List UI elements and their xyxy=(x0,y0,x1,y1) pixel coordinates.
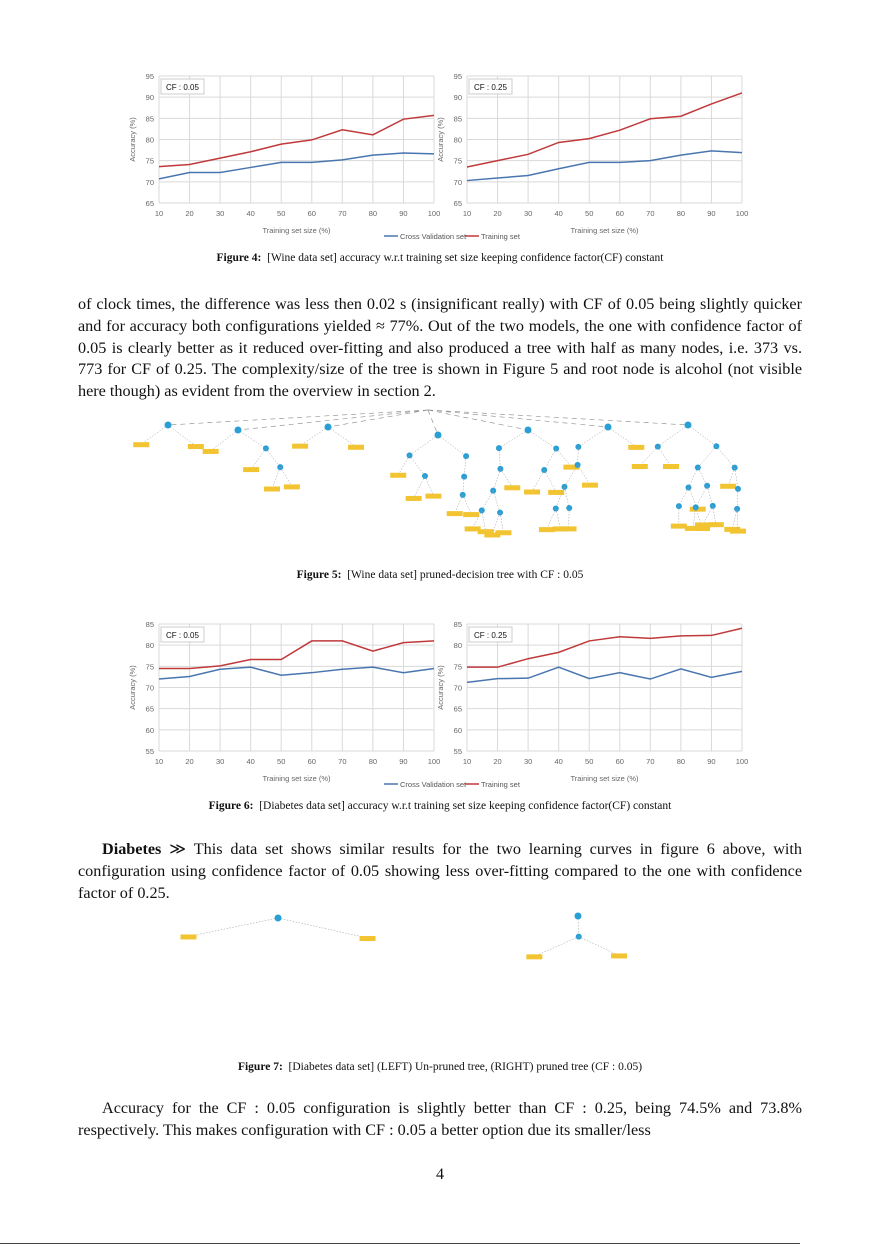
tree-root-node xyxy=(235,427,242,434)
x-tick-label: 90 xyxy=(707,757,716,766)
x-tick-label: 50 xyxy=(277,209,286,218)
x-tick-label: 60 xyxy=(307,757,316,766)
tree-leaf xyxy=(504,485,520,490)
tree-node xyxy=(497,510,503,516)
y-tick-label: 95 xyxy=(453,72,462,81)
tree-edge xyxy=(534,937,578,957)
tree-leaf xyxy=(632,464,648,469)
y-tick-label: 70 xyxy=(453,683,462,693)
y-tick-label: 65 xyxy=(145,704,154,714)
y-tick-label: 70 xyxy=(453,177,462,187)
tree-edge xyxy=(578,465,590,485)
tree-root-node xyxy=(685,422,692,429)
x-tick-label: 40 xyxy=(246,757,255,766)
x-tick-label: 30 xyxy=(523,757,533,766)
tree-edge xyxy=(278,918,368,938)
cf-annotation: CF : 0.05 xyxy=(166,631,199,640)
tree-edge xyxy=(428,410,438,435)
x-tick-label: 80 xyxy=(676,757,686,766)
tree-edge xyxy=(732,509,737,529)
tree-leaf xyxy=(526,954,542,959)
tree-edge xyxy=(428,410,608,427)
tree-edge xyxy=(266,448,280,467)
x-axis-label: Training set size (%) xyxy=(570,226,639,235)
y-tick-label: 65 xyxy=(453,199,462,208)
figure-label: Figure 7: xyxy=(237,1061,283,1073)
tree-edge xyxy=(188,918,278,936)
tree-leaf xyxy=(524,489,540,494)
tree-edge xyxy=(556,508,561,528)
tree-edge xyxy=(168,410,428,425)
tree-root-node xyxy=(325,424,332,431)
y-tick-label: 80 xyxy=(453,135,462,145)
paragraph-lead: Diabetes xyxy=(102,840,162,858)
y-tick-label: 80 xyxy=(145,641,154,651)
tree-edge xyxy=(464,456,466,477)
cross-validation-line xyxy=(467,667,742,682)
figure-label: Figure 5: xyxy=(296,569,342,581)
tree-root-node xyxy=(275,915,282,922)
x-tick-label: 30 xyxy=(523,209,533,218)
figure-5-caption xyxy=(0,569,880,581)
tree-node xyxy=(566,505,572,511)
tree-edge xyxy=(707,486,713,506)
y-tick-label: 75 xyxy=(145,662,154,672)
x-tick-label: 60 xyxy=(307,209,316,218)
x-tick-label: 40 xyxy=(554,209,563,218)
tree-edge xyxy=(482,491,493,511)
x-tick-label: 80 xyxy=(676,209,686,218)
y-tick-label: 85 xyxy=(145,114,154,124)
y-tick-label: 60 xyxy=(145,725,154,735)
x-tick-label: 100 xyxy=(735,757,749,766)
figure-7-caption xyxy=(0,1061,880,1073)
tree-edge xyxy=(410,455,425,476)
tree-edge xyxy=(300,427,328,446)
tree-edge xyxy=(608,427,636,447)
x-axis-label: Training set size (%) xyxy=(262,774,331,783)
tree-edge xyxy=(410,435,438,455)
y-tick-label: 90 xyxy=(453,93,462,103)
tree-edge xyxy=(463,495,471,514)
tree-edge xyxy=(141,425,168,444)
tree-node xyxy=(575,444,581,450)
tree-root-node xyxy=(435,432,442,439)
footer-rule xyxy=(0,1243,800,1244)
y-tick-label: 80 xyxy=(453,641,462,651)
tree-leaf xyxy=(264,487,280,492)
tree-leaf xyxy=(243,467,259,472)
paragraph-3: Accuracy for the CF : 0.05 configuration is slightly better than CF : 0.25, being 74.5% and 73.8% respectively. This makes configuration with CF : 0.05 a better option due its smaller/less xyxy=(78,1099,802,1139)
x-tick-label: 20 xyxy=(493,209,502,218)
tree-node xyxy=(704,483,710,489)
tree-edge xyxy=(556,448,571,466)
tree-leaf xyxy=(284,484,300,489)
legend-label-train: Training set xyxy=(481,232,520,241)
tree-leaf xyxy=(188,444,204,449)
y-tick-label: 55 xyxy=(453,747,462,756)
tree-leaf xyxy=(663,464,679,469)
tree-leaf xyxy=(203,449,219,454)
x-tick-label: 90 xyxy=(707,209,716,218)
tree-node xyxy=(263,445,269,451)
tree-edge xyxy=(280,467,292,486)
x-tick-label: 40 xyxy=(246,209,255,218)
x-tick-label: 30 xyxy=(215,209,225,218)
x-tick-label: 20 xyxy=(185,757,194,766)
x-tick-label: 100 xyxy=(427,757,441,766)
caption-text: [Diabetes data set] accuracy w.r.t training set size keeping confidence factor(CF) constant xyxy=(259,800,672,812)
x-tick-label: 60 xyxy=(615,209,624,218)
tree-edge xyxy=(528,430,556,448)
tree-leaf xyxy=(390,473,406,478)
figure-6-caption xyxy=(0,800,880,812)
tree-edge xyxy=(428,410,528,430)
tree-edge xyxy=(544,470,556,492)
tree-edge xyxy=(425,476,433,496)
tree-edge xyxy=(499,430,528,448)
tree-edge xyxy=(547,508,556,529)
x-tick-label: 10 xyxy=(154,757,164,766)
tree-node xyxy=(693,504,699,510)
tree-leaf xyxy=(360,936,376,941)
caption-text: [Diabetes data set] (LEFT) Un-pruned tree, (RIGHT) pruned tree (CF : 0.05) xyxy=(288,1061,643,1073)
tree-edge xyxy=(238,410,428,430)
page-number: 4 xyxy=(436,1166,444,1183)
y-tick-label: 85 xyxy=(453,620,462,629)
training-line xyxy=(159,115,434,166)
x-tick-label: 10 xyxy=(462,209,472,218)
y-axis-label: Accuracy (%) xyxy=(128,665,137,710)
x-tick-label: 80 xyxy=(368,757,378,766)
cf-annotation: CF : 0.25 xyxy=(474,83,507,92)
tree-leaf xyxy=(447,511,463,516)
tree-leaf xyxy=(348,445,364,450)
y-tick-label: 65 xyxy=(145,199,154,208)
x-tick-label: 20 xyxy=(185,209,194,218)
tree-edge xyxy=(579,937,619,956)
tree-edge xyxy=(272,467,280,488)
legend-label-train: Training set xyxy=(481,780,520,789)
tree-leaf xyxy=(406,496,422,501)
tree-leaf xyxy=(292,444,308,449)
x-tick-label: 100 xyxy=(735,209,749,218)
tree-node xyxy=(713,443,719,449)
x-tick-label: 80 xyxy=(368,209,378,218)
tree-edge xyxy=(696,486,707,508)
tree-edge xyxy=(414,476,425,498)
x-tick-label: 70 xyxy=(646,757,655,766)
tree-edge xyxy=(716,446,734,467)
y-tick-label: 85 xyxy=(453,114,462,124)
cf-annotation: CF : 0.25 xyxy=(474,631,507,640)
tree-root-node xyxy=(575,913,582,920)
paragraph-2 xyxy=(78,839,802,904)
x-tick-label: 10 xyxy=(154,209,164,218)
y-tick-label: 90 xyxy=(145,93,154,103)
x-tick-label: 50 xyxy=(277,757,286,766)
legend-label-cv: Cross Validation set xyxy=(400,232,467,241)
tree-leaf xyxy=(463,512,479,517)
tree-edge xyxy=(500,469,512,487)
tree-leaf xyxy=(425,494,441,499)
x-tick-label: 20 xyxy=(493,757,502,766)
tree-edge xyxy=(658,447,671,466)
tree-edge xyxy=(698,468,707,486)
tree-node xyxy=(479,507,485,513)
tree-edge xyxy=(688,425,716,446)
tree-node xyxy=(655,444,661,450)
training-line xyxy=(467,93,742,167)
tree-edge xyxy=(438,435,466,456)
x-axis-label: Training set size (%) xyxy=(262,226,331,235)
wine-chart-cf005 xyxy=(110,62,467,242)
x-tick-label: 10 xyxy=(462,757,472,766)
y-axis-label: Accuracy (%) xyxy=(128,117,137,162)
tree-edge xyxy=(679,488,689,507)
tree-edge xyxy=(398,455,409,474)
figure-4-caption xyxy=(0,252,880,264)
tree-edge xyxy=(251,448,266,469)
tree-edge xyxy=(493,469,500,491)
x-tick-label: 90 xyxy=(399,209,408,218)
tree-leaf xyxy=(582,483,598,488)
tree-root-node xyxy=(165,422,172,429)
x-tick-label: 70 xyxy=(338,757,347,766)
legend-label-cv: Cross Validation set xyxy=(400,780,467,789)
diabetes-pruned-tree-figure xyxy=(468,908,758,1058)
tree-leaf xyxy=(730,529,746,534)
y-tick-label: 85 xyxy=(145,620,154,629)
tree-edge xyxy=(328,410,428,427)
tree-edge xyxy=(168,425,196,446)
y-axis-label: Accuracy (%) xyxy=(436,665,445,710)
tree-edge xyxy=(493,491,500,513)
y-tick-label: 70 xyxy=(145,683,154,693)
tree-edge xyxy=(328,427,356,447)
much-greater-symbol: ≫ xyxy=(169,840,187,858)
tree-edge xyxy=(737,489,738,509)
tree-edge xyxy=(532,470,544,491)
tree-leaf xyxy=(611,953,627,958)
cross-validation-line xyxy=(159,667,434,679)
y-tick-label: 75 xyxy=(145,156,154,166)
tree-edge xyxy=(564,487,569,508)
tree-leaf xyxy=(495,530,511,535)
tree-leaf xyxy=(548,490,564,495)
diabetes-unpruned-tree-figure xyxy=(128,910,428,1060)
x-tick-label: 90 xyxy=(399,757,408,766)
y-tick-label: 95 xyxy=(145,72,154,81)
tree-edge xyxy=(698,446,717,467)
y-tick-label: 80 xyxy=(145,135,154,145)
paragraph-text: This data set shows similar results for the two learning curves in figure 6 above, with configuration using confidence factor of 0.05 showing less over-fitting compared to the one with confidence factor of 0.25. xyxy=(78,840,803,902)
x-tick-label: 50 xyxy=(585,209,594,218)
wine-decision-tree-figure xyxy=(128,405,758,555)
x-axis-label: Training set size (%) xyxy=(570,774,639,783)
diabetes-chart-cf005 xyxy=(110,610,467,790)
tree-edge xyxy=(544,448,556,470)
tree-leaf xyxy=(671,524,687,529)
cf-annotation: CF : 0.05 xyxy=(166,83,199,92)
tree-edge xyxy=(569,508,570,528)
tree-edge xyxy=(658,425,688,447)
x-tick-label: 60 xyxy=(615,757,624,766)
figure-label: Figure 6: xyxy=(208,800,254,812)
x-tick-label: 50 xyxy=(585,757,594,766)
tree-edge xyxy=(238,430,266,448)
tree-leaf xyxy=(180,934,196,939)
tree-leaf xyxy=(133,442,149,447)
tree-edge xyxy=(211,430,238,451)
y-tick-label: 55 xyxy=(145,747,154,756)
tree-edge xyxy=(578,427,608,447)
tree-root-node xyxy=(525,427,532,434)
x-tick-label: 70 xyxy=(646,209,655,218)
x-tick-label: 100 xyxy=(427,209,441,218)
tree-node xyxy=(732,465,738,471)
cross-validation-line xyxy=(159,153,434,179)
y-tick-label: 65 xyxy=(453,704,462,714)
caption-text: [Wine data set] accuracy w.r.t training set size keeping confidence factor(CF) constant xyxy=(267,252,664,264)
tree-root-node xyxy=(605,424,612,431)
tree-leaf xyxy=(628,445,644,450)
caption-text: [Wine data set] pruned-decision tree with CF : 0.05 xyxy=(347,569,584,581)
diabetes-chart-cf025 xyxy=(427,610,760,790)
y-tick-label: 60 xyxy=(453,725,462,735)
tree-edge xyxy=(499,448,500,469)
x-tick-label: 40 xyxy=(554,757,563,766)
wine-chart-cf025 xyxy=(427,62,760,242)
y-tick-label: 75 xyxy=(453,156,462,166)
tree-leaf xyxy=(561,526,577,531)
figure-label: Figure 4: xyxy=(216,252,262,264)
tree-leaf xyxy=(708,522,724,527)
y-tick-label: 70 xyxy=(145,177,154,187)
tree-leaf xyxy=(720,484,736,489)
cross-validation-line xyxy=(467,151,742,181)
paragraph-1: of clock times, the difference was less then 0.02 s (insignificant really) with CF of 0.05 being slightly quicker and for accuracy both configurations yielded ≈ 77%. Out of the two models, the one with confidence factor of 0.05 is clearly better as it reduced over-fitting and also produced a tree with half as many nodes, i.e. 373 vs. 773 for CF of 0.25. The complexity/size of the tree is shown in Figure 5 and root node is alcohol (not visible here though) as evident from the overview in section 2. xyxy=(78,295,802,401)
x-tick-label: 30 xyxy=(215,757,225,766)
y-axis-label: Accuracy (%) xyxy=(436,117,445,162)
x-tick-label: 70 xyxy=(338,209,347,218)
tree-edge xyxy=(482,510,486,531)
y-tick-label: 75 xyxy=(453,662,462,672)
tree-edge xyxy=(688,468,697,488)
tree-node xyxy=(576,934,582,940)
